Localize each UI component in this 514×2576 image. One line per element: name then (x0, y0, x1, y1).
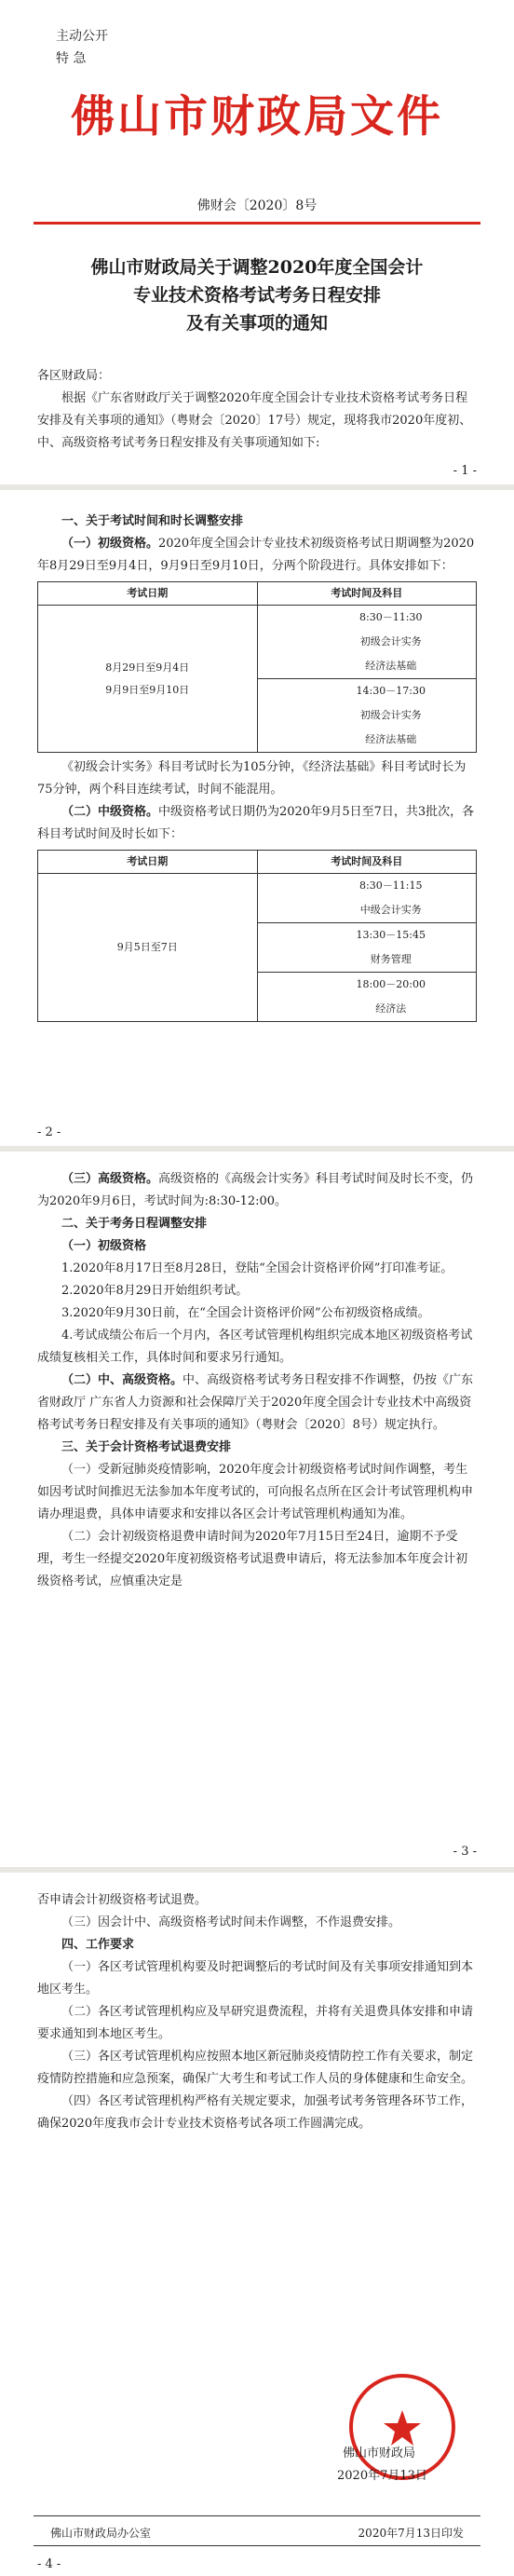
footer-office: 佛山市财政局办公室 (50, 2527, 152, 2540)
refund-paragraph: （一）受新冠肺炎疫情影响，2020年度会计初级资格考试时间作调整，考生如因考试时间推迟无法参加本年度考试的，可向报名点所在区会计考试管理机构申请办理退费，具体申请要求和安排以各区会计考试管理机构通知为准。 (37, 1463, 474, 1521)
title-line: 及有关事项的通知 (185, 313, 328, 334)
requirement-item: （四）各区考试管理机构严格有关规定要求，加强考试考务管理各环节工作，确保2020年度我市会计专业技术资格考试各项工作圆满完成。 (37, 2094, 474, 2131)
subsection-heading: （一）初级资格 (61, 1239, 147, 1253)
page-2 (0, 490, 514, 1146)
subsection-heading: （一）初级资格。 (61, 537, 159, 551)
continued-text: 否申请会计初级资格考试退费。 (37, 1893, 208, 1907)
junior-duration-note: 《初级会计实务》科目考试时长为105分钟，《经济法基础》科目考试时长为75分钟，两个科目连续考试，时间不能混用。 (37, 760, 467, 797)
subsection-text: 2020年度全国会计专业技术初级资格考试日期调整为2020年8月29日至9月4日，9月9日至9月10日，分两个阶段进行。具体安排如下： (37, 537, 475, 573)
page-number: - 3 - (453, 1845, 477, 1859)
opening-paragraph: 根据《广东省财政厅关于调整2020年度全国会计专业技术资格考试考务日程安排及有关事项的通知》（粤财会〔2020〕17号）规定，现将我市2020年度初、中、高级资格考试考务日程安排及有关事项通知如下: (37, 391, 472, 450)
page-4-body (37, 1889, 477, 2135)
title-line: 专业技术资格考试考务日程安排 (132, 285, 381, 306)
page-number: - 4 - (37, 2557, 61, 2571)
list-item: 3.2020年9月30日前，在“全国会计资格评价网”公布初级资格成绩。 (61, 1306, 430, 1320)
time-subject-cell: 8:30－11:30 初级会计实务 经济法基础 14:30－17:30 初级会计实务 经济法基础 (257, 606, 477, 753)
page-1-body (37, 365, 477, 455)
sign-date: 2020年7月13日 (337, 2469, 427, 2483)
page-number: - 2 - (37, 1125, 61, 1139)
salutation: 各区财政局： (37, 369, 111, 383)
intermediate-schedule-table (37, 850, 477, 1022)
section-heading: 一、关于考试时间和时长调整安排 (61, 514, 244, 528)
subsection-heading: （二）中级资格。 (61, 805, 159, 819)
page-1 (0, 0, 514, 484)
junior-schedule-table (37, 581, 477, 753)
title-line: 佛山市财政局关于调整2020年度全国会计 (90, 257, 424, 278)
requirement-item: （一）各区考试管理机构要及时把调整后的考试时间及有关事项安排通知到本地区考生。 (37, 1960, 474, 1997)
subsection-heading: （三）高级资格。 (61, 1172, 159, 1186)
requirement-item: （二）各区考试管理机构应及早研究退费流程，并将有关退费具体安排和申请要求通知到本地区考生。 (37, 2005, 474, 2041)
subsection-heading: （二）中、高级资格。 (61, 1373, 183, 1387)
list-item: 2.2020年8月29日开始组织考试。 (61, 1284, 249, 1298)
section-heading: 三、关于会计资格考试退费安排 (61, 1440, 232, 1454)
subsection-text: 中级资格考试日期仍为2020年9月5日至7日，共3批次，各科目考试时间及时长如下： (37, 805, 475, 841)
signer: 佛山市财政局 (343, 2447, 416, 2460)
footer-line-top (34, 2515, 480, 2516)
table-header: 考试日期 (38, 582, 258, 606)
red-header-title: 佛山市财政局文件 (71, 91, 443, 143)
refund-paragraph: （三）因会计中、高级资格考试时间未作调整，不作退费安排。 (61, 1915, 401, 1929)
footer-print-date: 2020年7月13日印发 (358, 2527, 464, 2540)
page-3 (0, 1152, 514, 1867)
document-number: 佛财会〔2020〕8号 (196, 198, 318, 213)
page-2-body (37, 511, 477, 1022)
subsection-text: 中、高级资格考试考务日程安排不作调整，仍按《广东省财政厅 广东省人力资源和社会保障厅关于2020年度全国会计专业技术中高级资格考试考务日程安排及有关事项的通知》（粤财会〔2020〕8号）规定执行。 (37, 1373, 474, 1432)
date-cell: 9月5日至7日 (38, 874, 258, 1022)
table-header: 考试日期 (38, 851, 258, 874)
requirement-item: （三）各区考试管理机构应按照本地区新冠肺炎疫情防控工作有关要求，制定疫情防控措施和应急预案，确保广大考生和考试工作人员的身体健康和生命安全。 (37, 2050, 474, 2086)
date-cell: 8月29日至9月4日 9月9日至9月10日 (38, 606, 258, 753)
refund-paragraph: （二）会计初级资格退费申请时间为2020年7月15日至24日，逾期不予受理，考生一经提交2020年度初级资格考试退费申请后，将无法参加本年度会计初级资格考试，应慎重决定是 (37, 1530, 468, 1588)
section-heading: 二、关于考务日程调整安排 (61, 1217, 208, 1231)
urgency-tag: 特 急 (56, 51, 87, 66)
disclosure-tag: 主动公开 (56, 29, 108, 44)
page-3-body (37, 1168, 477, 1593)
section-heading: 四、工作要求 (61, 1938, 135, 1952)
page-4 (0, 1873, 514, 2576)
footer-line-bottom (34, 2545, 480, 2546)
subsection-text: 高级资格的《高级会计实务》科目考试时间及时长不变，仍为2020年9月6日，考试时间为:8:30-12:00。 (37, 1172, 474, 1208)
list-item: 4.考试成绩公布后一个月内，各区考试管理机构组织完成本地区初级资格考试成绩复核相关工作，具体时间和要求另行通知。 (37, 1329, 473, 1365)
table-header: 考试时间及科目 (257, 582, 477, 606)
page-number: - 1 - (453, 464, 477, 478)
document-title (0, 253, 514, 337)
list-item: 1.2020年8月17日至8月28日，登陆“全国会计资格评价网”打印准考证。 (61, 1261, 453, 1275)
table-header: 考试时间及科目 (257, 851, 477, 874)
red-divider-line (34, 222, 480, 225)
time-subject-cell: 8:30－11:15 中级会计实务 13:30－15:45 财务管理 18:00－20:00 经济法 (257, 874, 477, 1022)
